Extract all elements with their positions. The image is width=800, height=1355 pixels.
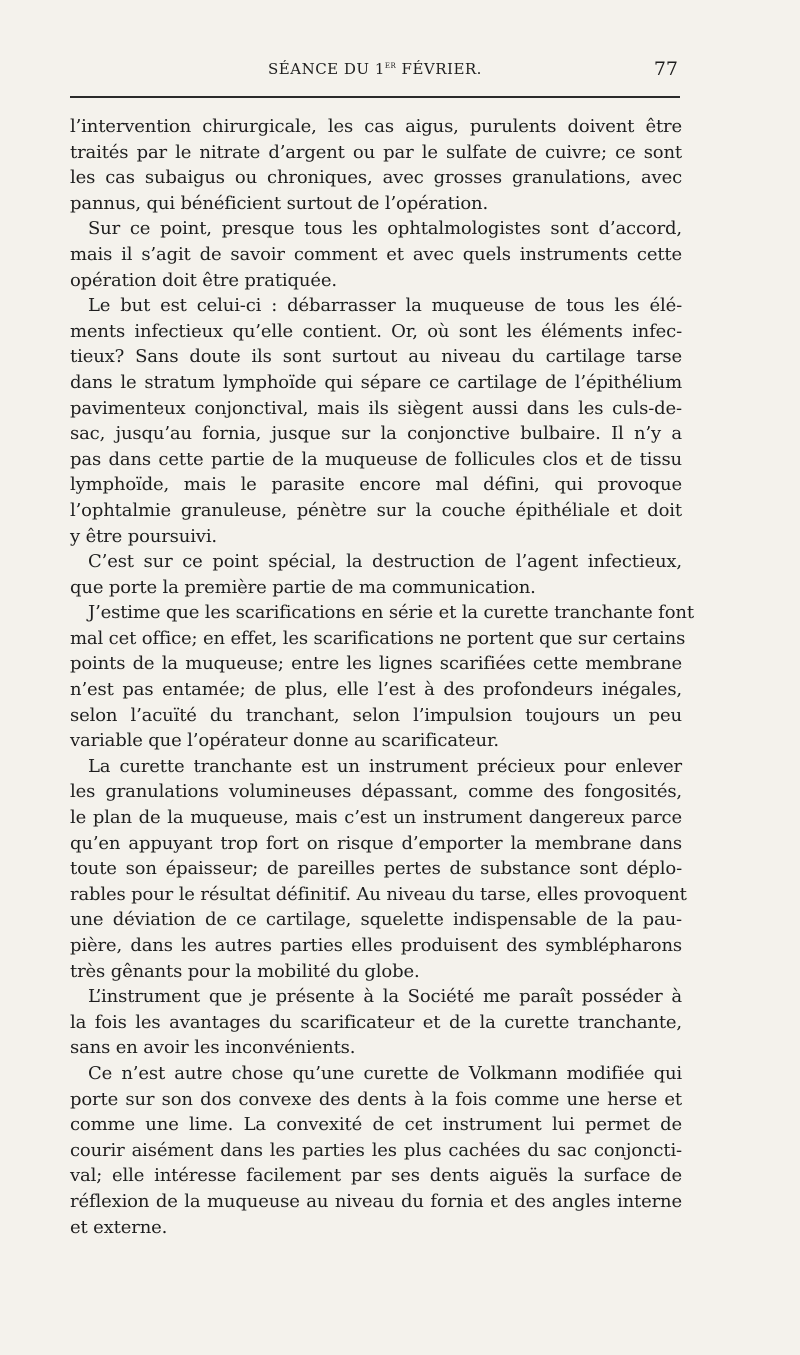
text-line: les cas subaigus ou chroniques, avec grosses granulations, avec [70,167,682,189]
text-line: et externe. [70,1216,168,1238]
text-line: une déviation de ce cartilage, squelette indispensable de la pau- [70,909,682,931]
text-line: ments infectieux qu’elle contient. Or, où sont les éléments infec- [70,320,682,342]
running-title-ordinal: er [384,60,397,71]
text-line: Sur ce point, presque tous les ophtalmologistes sont d’accord, [88,218,682,240]
running-title-month: FÉVRIER. [396,60,482,78]
text-line: pannus, qui bénéficient surtout de l’opération. [70,192,489,214]
text-line: opération doit être pratiquée. [70,269,337,291]
text-line: mal cet office; en effet, les scarifications ne portent que sur certains [70,627,686,649]
text-line: le plan de la muqueuse, mais c’est un instrument dangereux parce [70,807,682,829]
text-line: l’intervention chirurgicale, les cas aigus, purulents doivent être [70,116,682,137]
text-line: variable que l’opérateur donne au scarificateur. [70,730,500,752]
paragraph [70,216,682,293]
text-line: comme une lime. La convexité de cet instrument lui permet de [70,1114,682,1136]
text-line: val; elle intéresse facilement par ses dents aiguës la surface de [70,1165,682,1187]
text-line: pavimenteux conjonctival, mais ils siègent aussi dans les culs-de- [70,397,682,419]
text-line: dans le stratum lymphoïde qui sépare ce cartilage de l’épithélium [70,371,682,393]
text-line: les granulations volumineuses dépassant, comme des fongosités, [70,781,682,803]
page-number: 77 [653,58,678,80]
text-line: lymphoïde, mais le parasite encore mal défini, qui provoque [70,474,682,496]
text-line: Le but est celui-ci : débarrasser la muqueuse de tous les élé- [88,295,682,317]
text-line: n’est pas entamée; de plus, elle l’est à des profondeurs inégales, [70,679,682,701]
text-line: courir aisément dans les parties les plus cachées du sac conjoncti- [70,1139,682,1161]
text-line: réflexion de la muqueuse au niveau du fornia et des angles interne [70,1190,682,1212]
text-line: porte sur son dos convexe des dents à la fois comme une herse et [70,1088,682,1110]
text-line: mais il s’agit de savoir comment et avec quels instruments cette [70,243,682,265]
text-line: J’estime que les scarifications en série et la curette tranchante font [88,602,694,624]
text-line: L’instrument que je présente à la Société me paraît posséder à [88,986,682,1008]
text-line: y être poursuivi. [70,525,217,547]
text-line: toute son épaisseur; de pareilles pertes de substance sont déplo- [70,858,682,880]
header-rule [70,96,680,98]
text-line: C’est sur ce point spécial, la destruction de l’agent infectieux, [88,551,682,573]
paragraph [70,549,682,600]
text-line: pière, dans les autres parties elles produisent des symblépharons [70,935,682,956]
body-text [70,114,694,1240]
text-line: que porte la première partie de ma communication. [70,576,536,598]
text-line: points de la muqueuse; entre les lignes scarifiées cette membrane [70,653,682,675]
text-line: la fois les avantages du scarificateur et de la curette tranchante, [70,1011,682,1033]
running-title-main: SÉANCE DU 1 [268,60,385,78]
text-line: très gênants pour la mobilité du globe. [70,960,420,982]
text-line: sac, jusqu’au fornia, jusque sur la conjonctive bulbaire. Il n’y a [70,423,682,445]
paragraph [70,114,682,216]
text-line: qu’en appuyant trop fort on risque d’emporter la membrane dans [70,832,682,854]
text-line: pas dans cette partie de la muqueuse de follicules clos et de tissu [70,448,682,470]
paragraph [70,984,682,1061]
text-line: selon l’acuïté du tranchant, selon l’impulsion toujours un peu [70,704,682,726]
paragraph [70,1061,682,1240]
text-line: traités par le nitrate d’argent ou par le sulfate de cuivre; ce sont [70,141,682,163]
page-header [70,56,680,90]
text-line: l’ophtalmie granuleuse, pénètre sur la couche épithéliale et doit [70,499,682,521]
paragraph [70,754,687,984]
paragraph [70,600,694,754]
running-title [70,60,680,78]
text-line: tieux? Sans doute ils sont surtout au niveau du cartilage tarse [70,346,682,368]
text-line: sans en avoir les inconvénients. [70,1037,356,1059]
paragraph [70,293,682,549]
text-line: La curette tranchante est un instrument précieux pour enlever [88,755,682,777]
text-line: rables pour le résultat définitif. Au niveau du tarse, elles provoquent [70,883,687,905]
text-line: Ce n’est autre chose qu’une curette de Volkmann modifiée qui [88,1062,682,1084]
